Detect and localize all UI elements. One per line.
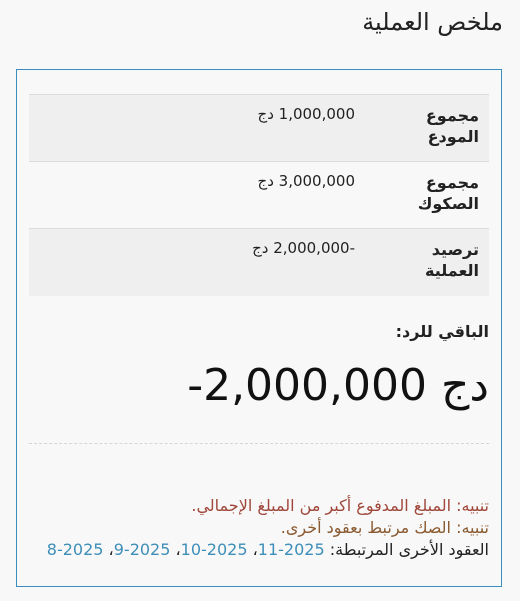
separator: ، bbox=[247, 540, 258, 559]
warning-check-linked: تنبيه: الصك مرتبط بعقود أخرى. bbox=[280, 518, 489, 537]
separator: ، bbox=[170, 540, 181, 559]
row-value-deposit-total: 1,000,000 دج bbox=[29, 95, 369, 162]
row-label-operation-balance: ترصيد العملية bbox=[424, 240, 479, 280]
summary-table bbox=[29, 94, 489, 296]
warning-overpaid: تنبيه: المبلغ المدفوع أكبر من المبلغ الإجمالي. bbox=[191, 496, 489, 515]
row-label-deposit-total: مجموع المودع bbox=[425, 106, 479, 146]
linked-contracts bbox=[47, 540, 489, 559]
table-row bbox=[29, 229, 489, 296]
contract-link-2025-11[interactable]: 2025-11 bbox=[257, 540, 325, 559]
row-value-operation-balance: -2,000,000 دج bbox=[29, 229, 369, 296]
contract-link-2025-10[interactable]: 2025-10 bbox=[180, 540, 248, 559]
table-row bbox=[29, 162, 489, 229]
divider bbox=[29, 443, 489, 444]
row-label-checks-total: مجموع الصكوك bbox=[417, 173, 479, 213]
separator: ، bbox=[103, 540, 114, 559]
row-value-checks-total: 3,000,000 دج bbox=[29, 162, 369, 229]
linked-contracts-label: العقود الأخرى المرتبطة: bbox=[329, 540, 489, 559]
page-title: ملخص العملية bbox=[362, 8, 503, 36]
operation-summary-panel bbox=[16, 69, 502, 587]
remaining-amount: -2,000,000 دج bbox=[187, 360, 489, 411]
contract-link-2025-8[interactable]: 2025-8 bbox=[46, 540, 104, 559]
table-row bbox=[29, 95, 489, 162]
remaining-label: الباقي للرد: bbox=[395, 322, 489, 341]
contract-link-2025-9[interactable]: 2025-9 bbox=[113, 540, 171, 559]
